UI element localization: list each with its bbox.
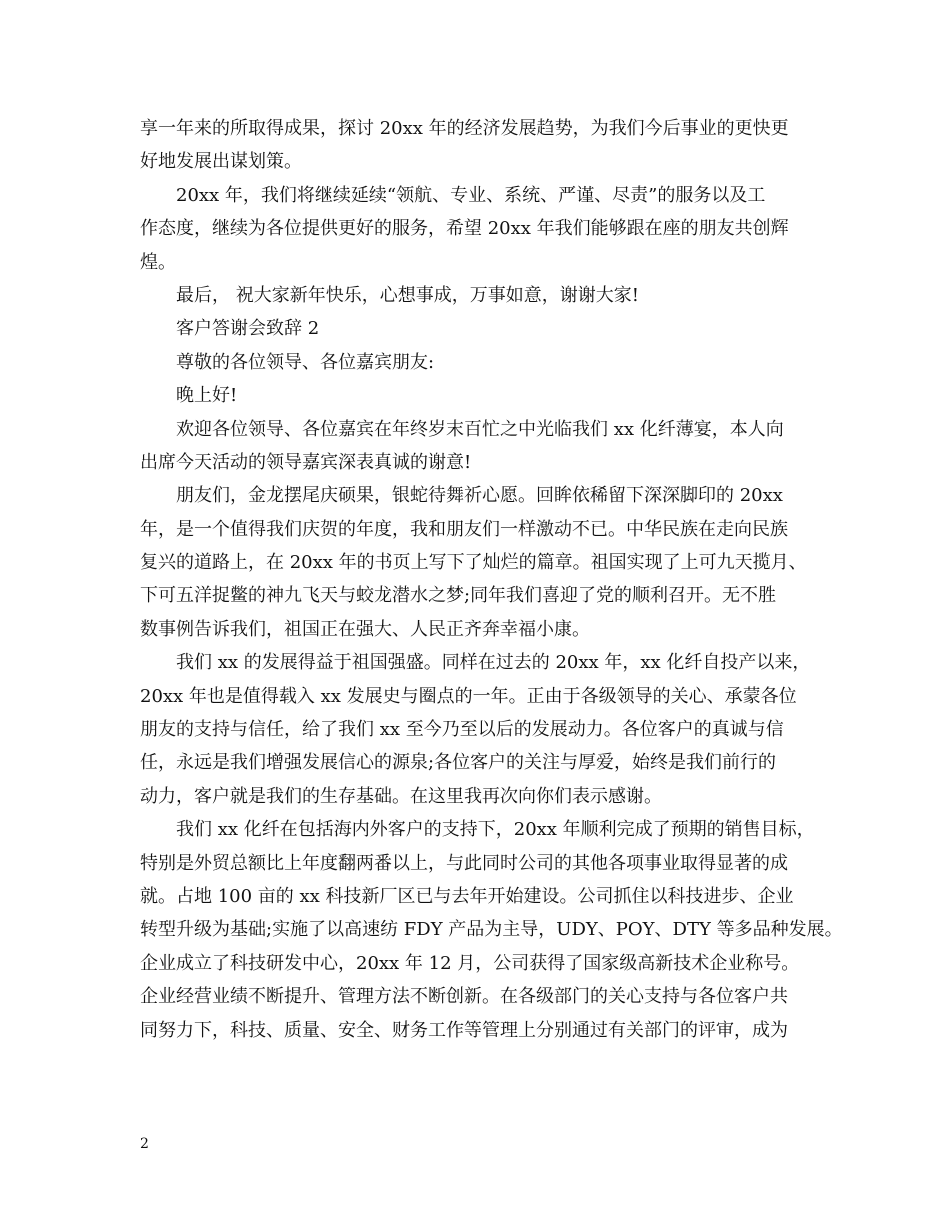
text-line: 出席今天活动的领导嘉宾深表真诚的谢意! — [140, 451, 472, 473]
text-line: 特别是外贸总额比上年度翻两番以上，与此同时公司的其他各项事业取得显著的成 — [140, 852, 788, 874]
text-line: 最后， 祝大家新年快乐，心想事成，万事如意，谢谢大家! — [176, 284, 639, 306]
text-line: 下可五洋捉鳖的神九飞天与蛟龙潜水之梦;同年我们喜迎了党的顺利召开。无不胜 — [140, 585, 777, 607]
text-line: 享一年来的所取得成果，探讨 20xx 年的经济发展趋势，为我们今后事业的更快更 — [140, 118, 789, 139]
text-line: 复兴的道路上，在 20xx 年的书页上写下了灿烂的篇章。祖国实现了上可九天揽月、 — [140, 552, 807, 574]
text-line: 欢迎各位领导、各位嘉宾在年终岁末百忙之中光临我们 xx 化纤薄宴，本人向 — [176, 418, 784, 440]
text-line: 任，永远是我们增强发展信心的源泉;各位客户的关注与厚爱，始终是我们前行的 — [140, 752, 777, 774]
document-body — [140, 112, 843, 1047]
text-line: 我们 xx 的发展得益于祖国强盛。同样在过去的 20xx 年，xx 化纤自投产以来， — [176, 652, 811, 674]
text-line: 20xx 年也是值得载入 xx 发展史与圈点的一年。正由于各级领导的关心、承蒙各位 — [140, 685, 797, 707]
text-line: 朋友的支持与信任，给了我们 xx 至今乃至以后的发展动力。各位客户的真诚与信 — [140, 719, 784, 741]
text-line: 好地发展出谋划策。 — [140, 151, 302, 173]
text-line: 转型升级为基础;实施了以高速纺 FDY 产品为主导，UDY、POY、DTY 等多品种发展。 — [140, 919, 843, 941]
text-line: 我们 xx 化纤在包括海内外客户的支持下，20xx 年顺利完成了预期的销售目标， — [176, 819, 815, 841]
text-line: 年，是一个值得我们庆贺的年度，我和朋友们一样激动不已。中华民族在走向民族 — [140, 518, 788, 540]
text-line: 作态度，继续为各位提供更好的服务，希望 20xx 年我们能够跟在座的朋友共创辉 — [140, 218, 789, 240]
text-line: 晚上好! — [176, 385, 238, 407]
text-line: 就。占地 100 亩的 xx 科技新厂区已与去年开始建设。公司抓住以科技进步、企业 — [140, 885, 794, 907]
text-line: 同努力下，科技、质量、安全、财务工作等管理上分别通过有关部门的评审，成为 — [140, 1019, 788, 1041]
text-line: 煌。 — [140, 251, 176, 273]
page-number: 2 — [140, 1136, 149, 1152]
text-line: 尊敬的各位领导、各位嘉宾朋友: — [176, 351, 435, 373]
text-line: 朋友们，金龙摆尾庆硕果，银蛇待舞祈心愿。回眸依稀留下深深脚印的 20xx — [176, 485, 783, 507]
text-line: 客户答谢会致辞 2 — [176, 318, 320, 340]
text-line: 动力，客户就是我们的生存基础。在这里我再次向你们表示感谢。 — [140, 785, 662, 807]
text-line: 企业经营业绩不断提升、管理方法不断创新。在各级部门的关心支持与各位客户共 — [140, 986, 788, 1008]
text-line: 20xx 年，我们将继续延续“领航、专业、系统、严谨、尽责”的服务以及工 — [176, 184, 766, 206]
text-line: 企业成立了科技研发中心，20xx 年 12 月，公司获得了国家级高新技术企业称号。 — [140, 952, 800, 974]
text-line: 数事例告诉我们，祖国正在强大、人民正齐奔幸福小康。 — [140, 618, 590, 640]
